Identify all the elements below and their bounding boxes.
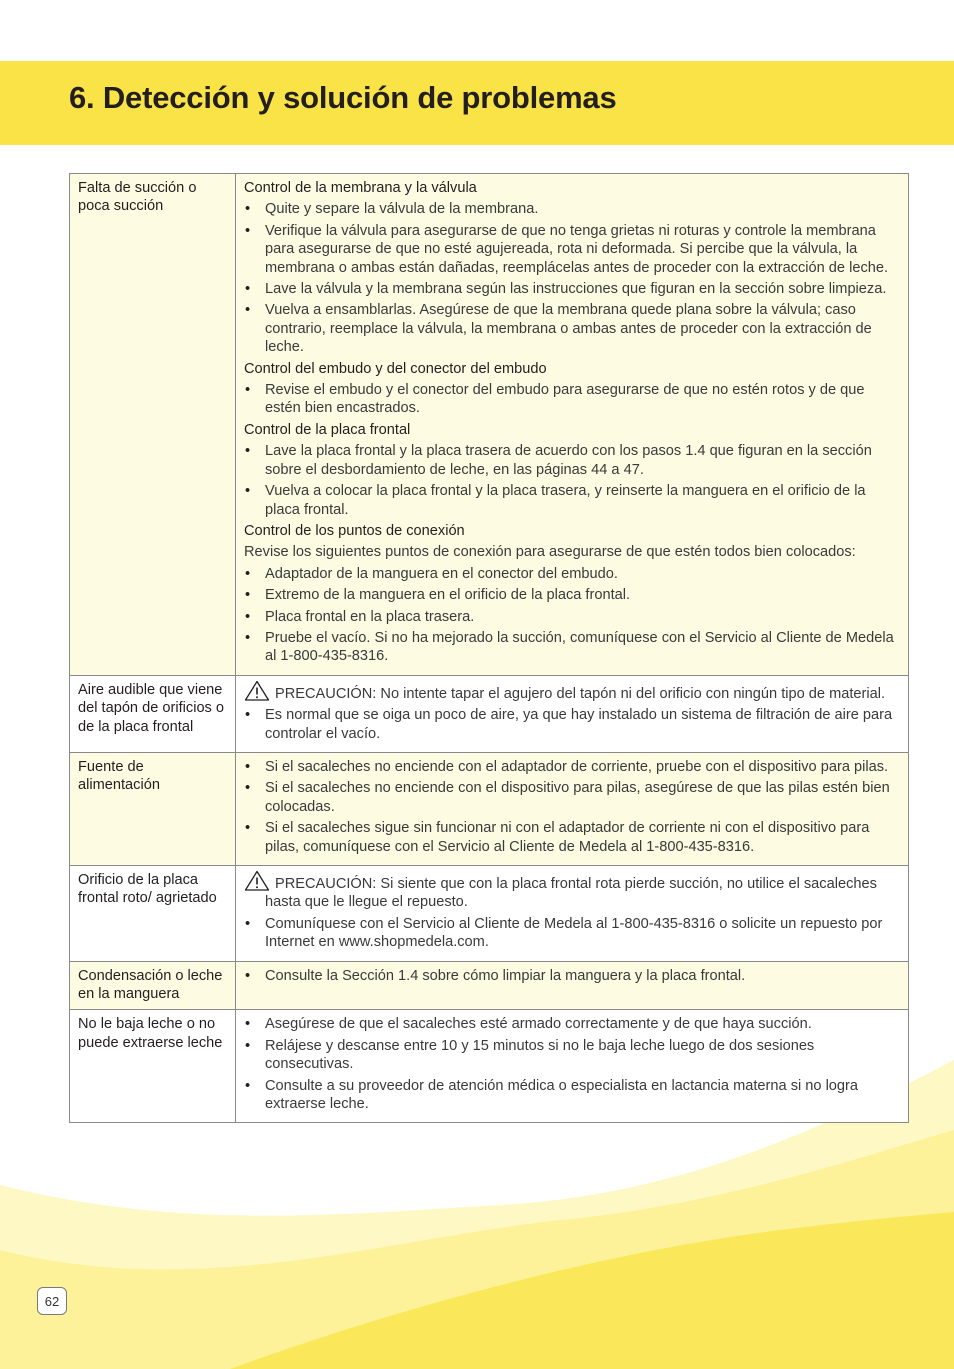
table-row (70, 174, 909, 676)
solution-cell (236, 752, 909, 865)
solution-cell (236, 1010, 909, 1123)
bullet-list (244, 381, 900, 418)
solution-cell (236, 675, 909, 752)
table-row (70, 961, 909, 1010)
warning-triangle-icon (244, 680, 270, 701)
page-number: 62 (37, 1287, 67, 1315)
bullet-list (244, 915, 900, 952)
caution-text: PRECAUCIÓN: No intente tapar el agujero del tapón ni del orificio con ningún tipo de material. (275, 685, 886, 702)
caution-note (244, 875, 900, 912)
list-item: • Quite y separe la válvula de la membrana. (244, 200, 900, 218)
section-heading: Control de los puntos de conexión (244, 522, 465, 539)
list-item: • Vuelva a colocar la placa frontal y la placa trasera, y reinserte la manguera en el orificio de la placa frontal. (244, 482, 900, 519)
section-heading: Control del embudo y del conector del embudo (244, 360, 547, 377)
list-item: • Comuníquese con el Servicio al Cliente de Medela al 1-800-435-8316 o solicite un repuesto por Internet en www.shopmedela.com. (244, 915, 900, 952)
bullet-list (244, 758, 900, 856)
table-row (70, 752, 909, 865)
solution-cell (236, 961, 909, 1010)
bullet-list (244, 967, 900, 985)
problem-cell: Condensación o leche en la manguera (70, 961, 236, 1010)
list-item: • Placa frontal en la placa trasera. (244, 608, 900, 626)
problem-cell: Orificio de la placa frontal roto/ agrietado (70, 866, 236, 962)
bullet-list (244, 706, 900, 743)
list-item: • Si el sacaleches no enciende con el dispositivo para pilas, asegúrese de que las pilas estén bien colocadas. (244, 779, 900, 816)
problem-cell: No le baja leche o no puede extraerse leche (70, 1010, 236, 1123)
troubleshooting-table (69, 173, 909, 1123)
list-item: • Si el sacaleches sigue sin funcionar ni con el adaptador de corriente ni con el dispositivo para pilas, comuníquese con el Servicio al Cliente de Medela al 1-800-435-8316. (244, 819, 900, 856)
list-item: • Asegúrese de que el sacaleches esté armado correctamente y de que haya succión. (244, 1015, 900, 1033)
list-item: • Verifique la válvula para asegurarse de que no tenga grietas ni roturas y controle la membrana para asegurarse de que no esté agujereada, rota ni deformada. Si percibe que la válvula, la membrana o ambas están dañadas, reemplácelas antes de proceder con la extracción de leche. (244, 222, 900, 277)
bullet-list (244, 565, 900, 666)
list-item: • Lave la válvula y la membrana según las instrucciones que figuran en la sección sobre limpieza. (244, 280, 900, 298)
table-row (70, 866, 909, 962)
caution-text: PRECAUCIÓN: Si siente que con la placa frontal rota pierde succión, no utilice el sacaleches hasta que le llegue el repuesto. (265, 876, 877, 911)
bullet-list (244, 200, 900, 356)
problem-cell: Aire audible que viene del tapón de orificios o de la placa frontal (70, 675, 236, 752)
list-item: • Es normal que se oiga un poco de aire, ya que hay instalado un sistema de filtración de aire para controlar el vacío. (244, 706, 900, 743)
warning-triangle-icon (244, 870, 270, 891)
caution-note (244, 685, 900, 703)
list-item: • Adaptador de la manguera en el conector del embudo. (244, 565, 900, 583)
section-heading: Control de la placa frontal (244, 421, 411, 438)
list-item: • Pruebe el vacío. Si no ha mejorado la succión, comuníquese con el Servicio al Cliente de Medela al 1-800-435-8316. (244, 629, 900, 666)
table-row (70, 1010, 909, 1123)
list-item: • Si el sacaleches no enciende con el adaptador de corriente, pruebe con el dispositivo para pilas. (244, 758, 900, 776)
list-item: • Revise el embudo y el conector del embudo para asegurarse de que no estén rotos y de que estén bien encastrados. (244, 381, 900, 418)
solution-cell (236, 866, 909, 962)
list-item: • Vuelva a ensamblarlas. Asegúrese de que la membrana quede plana sobre la válvula; caso contrario, reemplace la válvula, la membrana o ambas antes de proceder con la extracción de leche. (244, 301, 900, 356)
solution-cell (236, 174, 909, 676)
bullet-list (244, 1015, 900, 1113)
list-item: • Lave la placa frontal y la placa trasera de acuerdo con los pasos 1.4 que figuran en la sección sobre el desbordamiento de leche, en las páginas 44 a 47. (244, 442, 900, 479)
list-item: • Consulte la Sección 1.4 sobre cómo limpiar la manguera y la placa frontal. (244, 967, 900, 985)
list-item: • Extremo de la manguera en el orificio de la placa frontal. (244, 586, 900, 604)
list-item: • Relájese y descanse entre 10 y 15 minutos si no le baja leche luego de dos sesiones consecutivas. (244, 1037, 900, 1074)
list-item: • Consulte a su proveedor de atención médica o especialista en lactancia materna si no logra extraerse leche. (244, 1077, 900, 1114)
problem-cell: Fuente de alimentación (70, 752, 236, 865)
section-intro: Revise los siguientes puntos de conexión para asegurarse de que estén todos bien colocados: (244, 544, 856, 561)
table-row (70, 675, 909, 752)
bullet-list (244, 442, 900, 519)
section-heading: Control de la membrana y la válvula (244, 180, 477, 196)
problem-cell: Falta de succión o poca succión (70, 174, 236, 676)
page-title: 6. Detección y solución de problemas (69, 80, 617, 115)
